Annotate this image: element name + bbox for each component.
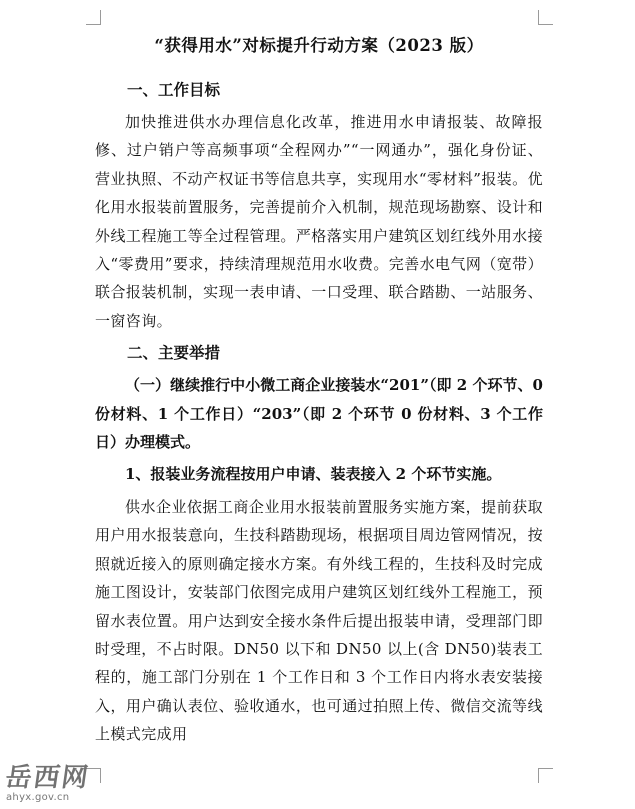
item-paragraph-1: 供水企业依据工商企业用水报装前置服务实施方案，提前获取用户用水报装意向，生技科踏勘现场，根据项目周边管网情况，按照就近接入的原则确定接水方案。有外线工程的，生技科及时完成施工图设计，安装部门依图完成用户建筑区划红线外工程施工，预留水表位置。用户达到安全接水条件后提出报装申请，受理部门即时受理，不占时限。DN50 以下和 DN50 以上(含 DN50)装表工程的，施工部门分别在 1 个工作日和 3 个工作日内将水表安装接入，用户确认表位、验收通水，也可通过拍照上传、微信交流等线上模式完成用 (95, 497, 543, 744)
item-heading-1: 1、报装业务流程按用户申请、装表接入 2 个环节实施。 (125, 465, 502, 484)
document-title: “获得用水”对标提升行动方案（2023 版） (154, 36, 484, 55)
subsection-heading-1: （一）继续推行中小微工商企业接装水“201”（即 2 个环节、0 份材料、1 个工作日）“203”（即 2 个环节 0 份材料、3 个工作日）办理模式。 (95, 376, 543, 452)
site-watermark (3, 757, 116, 807)
watermark-url: ahyx.gov.cn (6, 792, 70, 803)
page-corner-mark (86, 10, 101, 25)
section-heading-goals: 一、工作目标 (127, 80, 221, 99)
section-heading-measures: 二、主要举措 (127, 343, 221, 363)
document-page (95, 30, 543, 753)
watermark-logo: 岳西网 (3, 763, 92, 793)
page-corner-mark (538, 10, 553, 25)
page-corner-mark (538, 768, 553, 783)
goals-paragraph: 加快推进供水办理信息化改革，推进用水申请报装、故障报修、过户销户等高频事项“全程网办”“一网通办”，强化身份证、营业执照、不动产权证书等信息共享，实现用水“零材料”报装。优化用水报装前置服务，完善提前介入机制，规范现场勘察、设计和外线工程施工等全过程管理。严格落实用户建筑区划红线外用水接入“零费用”要求，持续清理规范用水收费。完善水电气网（宽带）联合报装机制，实现一表申请、一口受理、联合踏勘、一站服务、一窗咨询。 (95, 113, 543, 330)
